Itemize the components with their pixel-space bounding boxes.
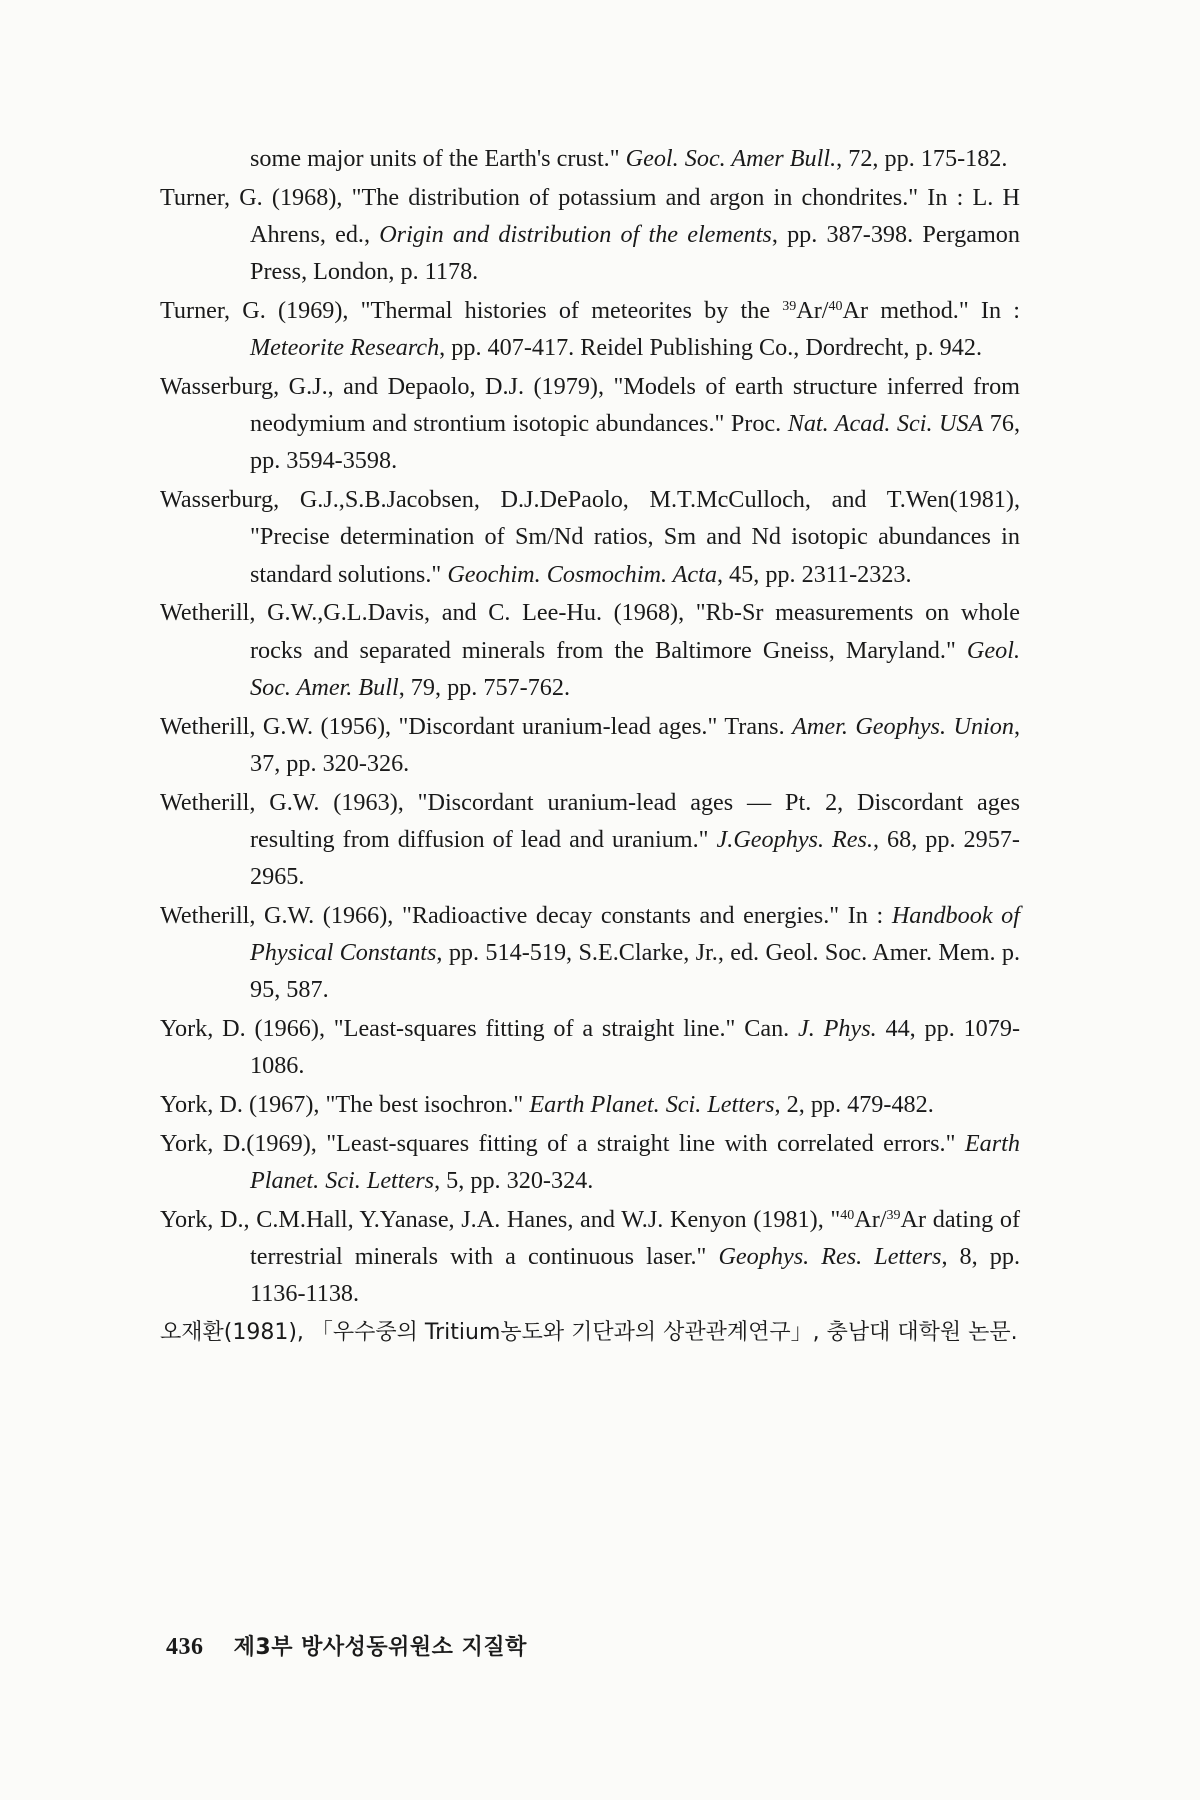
reference-entry <box>160 140 1020 177</box>
reference-text: Wasserburg, G.J.,S.B.Jacobsen, D.J.DePaolo, M.T.McCulloch, and T.Wen(1981), "Precise determination of Sm/Nd ratios, Sm and Nd isotopic abundances in standard solutions." <box>160 486 1020 588</box>
reference-text: York, D.(1969), "Least-squares fitting of a straight line with correlated errors." <box>160 1129 965 1157</box>
reference-text: Wetherill, G.W. (1963), "Discordant uranium-lead ages — Pt. 2, Discordant ages resulting from diffusion of lead and uranium." <box>160 788 1020 853</box>
journal-title: Amer. Geophys. Union <box>792 712 1014 740</box>
reference-entry <box>160 897 1020 1009</box>
reference-text: , pp. 514-519, S.E.Clarke, Jr., ed. Geol. Soc. Amer. Mem. p. 95, 587. <box>250 939 1020 1004</box>
reference-text: 44, pp. 1079-1086. <box>250 1015 1020 1080</box>
journal-title: Earth Planet. Sci. Letters <box>250 1129 1020 1195</box>
page-number: 436 <box>166 1634 204 1660</box>
reference-text: Wetherill, G.W. (1956), "Discordant uranium-lead ages." Trans. <box>160 712 793 740</box>
reference-text: , 5, pp. 320-324. <box>434 1167 594 1195</box>
journal-title: Handbook of Physical Constants <box>250 901 1020 967</box>
journal-title: Geochim. Cosmochim. Acta <box>447 560 717 588</box>
reference-text: Turner, G. (1968), "The distribution of potassium and argon in chondrites." In : L. H Ahrens, ed., <box>160 183 1020 248</box>
journal-title: Geol. Soc. Amer. Bull <box>250 636 1020 701</box>
reference-text: York, D. (1967), "The best isochron." <box>160 1091 530 1119</box>
reference-entry <box>160 594 1020 706</box>
reference-text: Ar dating of terrestrial minerals with a continuous laser." <box>250 1205 1020 1271</box>
reference-text: Ar/ <box>796 297 829 324</box>
reference-text: , 45, pp. 2311-2323. <box>716 560 912 588</box>
reference-entry <box>160 784 1020 896</box>
reference-entry <box>160 179 1020 291</box>
reference-text: , 37, pp. 320-326. <box>250 712 1021 777</box>
isotope-superscript: 39 <box>886 1207 901 1223</box>
reference-text: , pp. 407-417. Reidel Publishing Co., Dordrecht, p. 942. <box>439 334 983 362</box>
reference-text: Turner, G. (1969), "Thermal histories of meteorites by the <box>160 297 783 324</box>
reference-entry <box>160 1010 1020 1084</box>
reference-text: , 79, pp. 757-762. <box>398 673 571 701</box>
journal-title: Nat. Acad. Sci. USA <box>787 410 984 438</box>
reference-entry <box>160 481 1020 593</box>
isotope-superscript: 39 <box>782 299 797 314</box>
journal-title: Geophys. Res. Letters <box>718 1243 942 1271</box>
reference-text: York, D. (1966), "Least-squares fitting of a straight line." Can. <box>160 1015 799 1043</box>
journal-title: Geol. Soc. Amer Bull. <box>625 145 837 172</box>
reference-text: York, D., C.M.Hall, Y.Yanase, J.A. Hanes, and W.J. Kenyon (1981), " <box>160 1205 841 1233</box>
page-footer <box>166 1630 527 1661</box>
reference-text: , 2, pp. 479-482. <box>774 1091 934 1119</box>
isotope-superscript: 40 <box>840 1207 855 1223</box>
reference-entry <box>160 1086 1020 1123</box>
reference-text: Ar method." In : <box>842 297 1020 324</box>
reference-entry <box>160 1314 1020 1351</box>
reference-entry <box>160 708 1020 782</box>
reference-entry <box>160 1125 1020 1199</box>
reference-text: Wetherill, G.W.,G.L.Davis, and C. Lee-Hu. (1968), "Rb-Sr measurements on whole rocks and separated minerals from the Baltimore Gneiss, Maryland." <box>160 599 1020 664</box>
journal-title: Meteorite Research <box>250 334 440 362</box>
reference-text: some major units of the Earth's crust." <box>250 145 626 172</box>
reference-list <box>160 140 1020 1353</box>
reference-text: , pp. 387-398. Pergamon Press, London, p. 1178. <box>250 221 1020 286</box>
journal-title: Earth Planet. Sci. Letters <box>529 1091 775 1119</box>
reference-entry <box>160 368 1020 480</box>
reference-text: 오재환(1981), 「우수중의 Tritium농도와 기단과의 상관관계연구」, 충남대 대학원 논문. <box>160 1320 1018 1346</box>
reference-text: Wasserburg, G.J., and Depaolo, D.J. (1979), "Models of earth structure inferred from neodymium and strontium isotopic abundances." Proc. <box>160 373 1020 438</box>
journal-title: J. Phys. <box>798 1015 877 1043</box>
reference-text: Wetherill, G.W. (1966), "Radioactive decay constants and energies." In : <box>160 901 892 929</box>
reference-text: , 8, pp. 1136-1138. <box>250 1243 1020 1308</box>
reference-text: , 68, pp. 2957-2965. <box>250 825 1020 891</box>
reference-text: , 72, pp. 175-182. <box>836 145 1008 172</box>
reference-text: 76, pp. 3594-3598. <box>250 410 1021 475</box>
journal-title: Origin and distribution of the elements <box>379 221 772 248</box>
reference-text: Ar/ <box>854 1205 887 1233</box>
isotope-superscript: 40 <box>828 299 843 314</box>
reference-entry <box>160 1201 1020 1313</box>
reference-entry <box>160 292 1020 366</box>
journal-title: J.Geophys. Res. <box>716 825 873 853</box>
running-title: 제3부 방사성동위원소 지질학 <box>233 1635 527 1660</box>
